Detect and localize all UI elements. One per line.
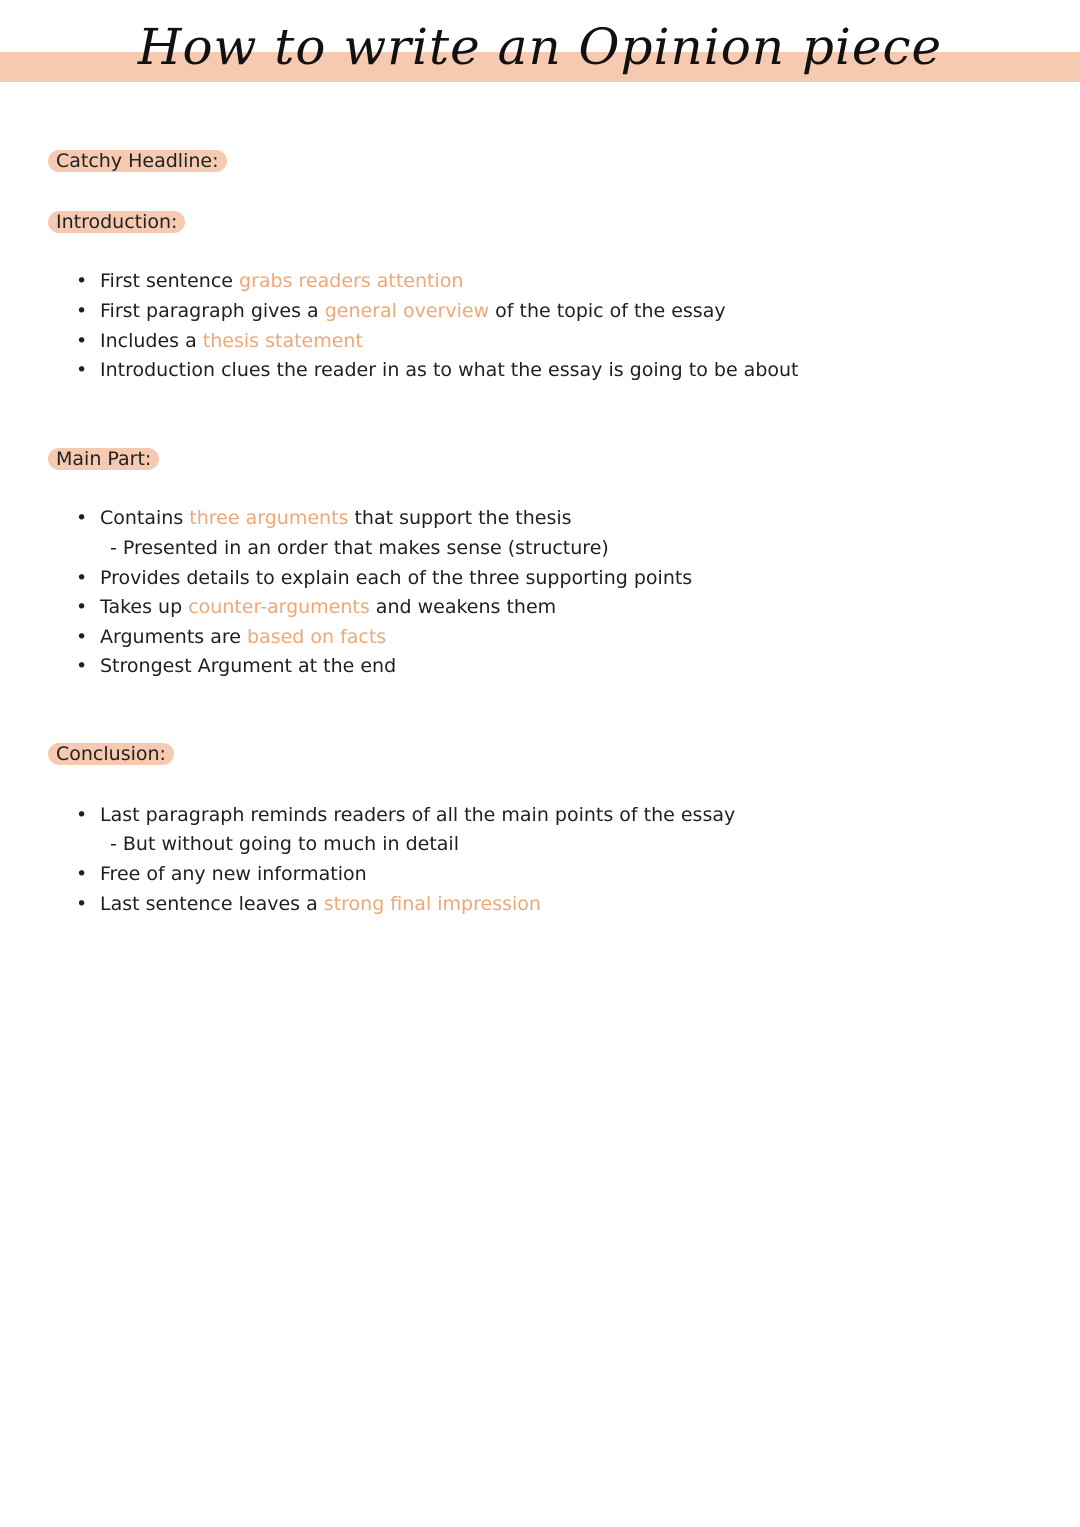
highlight-phrase: strong final impression bbox=[323, 893, 541, 915]
bullet-dot: • bbox=[76, 596, 88, 618]
heading-main-part: Main Part: bbox=[48, 448, 159, 470]
bullet-dot: • bbox=[76, 507, 88, 529]
main-item-5: • Strongest Argument at the end bbox=[76, 655, 397, 677]
intro-item-1: • First sentence grabs readers attention bbox=[76, 270, 464, 292]
bullet-dot: • bbox=[76, 270, 88, 292]
heading-introduction: Introduction: bbox=[48, 211, 185, 233]
highlight-phrase: three arguments bbox=[189, 507, 349, 529]
bullet-dot: • bbox=[76, 804, 88, 826]
conclusion-item-3: • Last sentence leaves a strong final impression bbox=[76, 893, 541, 915]
main-item-4: • Arguments are based on facts bbox=[76, 626, 387, 648]
main-item-3: • Takes up counter-arguments and weakens them bbox=[76, 596, 557, 618]
conclusion-subitem-detail: - But without going to much in detail bbox=[110, 833, 459, 855]
bullet-dot: • bbox=[76, 863, 88, 885]
main-subitem-structure: - Presented in an order that makes sense (structure) bbox=[110, 537, 609, 559]
main-item-2: • Provides details to explain each of the three supporting points bbox=[76, 567, 693, 589]
bullet-dot: • bbox=[76, 567, 88, 589]
intro-item-4: • Introduction clues the reader in as to what the essay is going to be about bbox=[76, 359, 799, 381]
bullet-dot: • bbox=[76, 655, 88, 677]
main-item-1: • Contains three arguments that support the thesis bbox=[76, 507, 572, 529]
highlight-phrase: general overview bbox=[324, 300, 490, 322]
bullet-dot: • bbox=[76, 359, 88, 381]
bullet-dot: • bbox=[76, 893, 88, 915]
highlight-phrase: thesis statement bbox=[202, 330, 363, 352]
heading-catchy-headline: Catchy Headline: bbox=[48, 150, 227, 172]
heading-conclusion: Conclusion: bbox=[48, 743, 174, 765]
bullet-dot: • bbox=[76, 330, 88, 352]
bullet-dot: • bbox=[76, 626, 88, 648]
bullet-dot: • bbox=[76, 300, 88, 322]
highlight-phrase: grabs readers attention bbox=[239, 270, 464, 292]
highlight-phrase: counter-arguments bbox=[188, 596, 370, 618]
intro-item-2: • First paragraph gives a general overview of the topic of the essay bbox=[76, 300, 726, 322]
page-title: How to write an Opinion piece bbox=[137, 18, 943, 76]
conclusion-item-1: • Last paragraph reminds readers of all the main points of the essay bbox=[76, 804, 736, 826]
highlight-phrase: based on facts bbox=[246, 626, 387, 648]
conclusion-item-2: • Free of any new information bbox=[76, 863, 367, 885]
intro-item-3: • Includes a thesis statement bbox=[76, 330, 363, 352]
